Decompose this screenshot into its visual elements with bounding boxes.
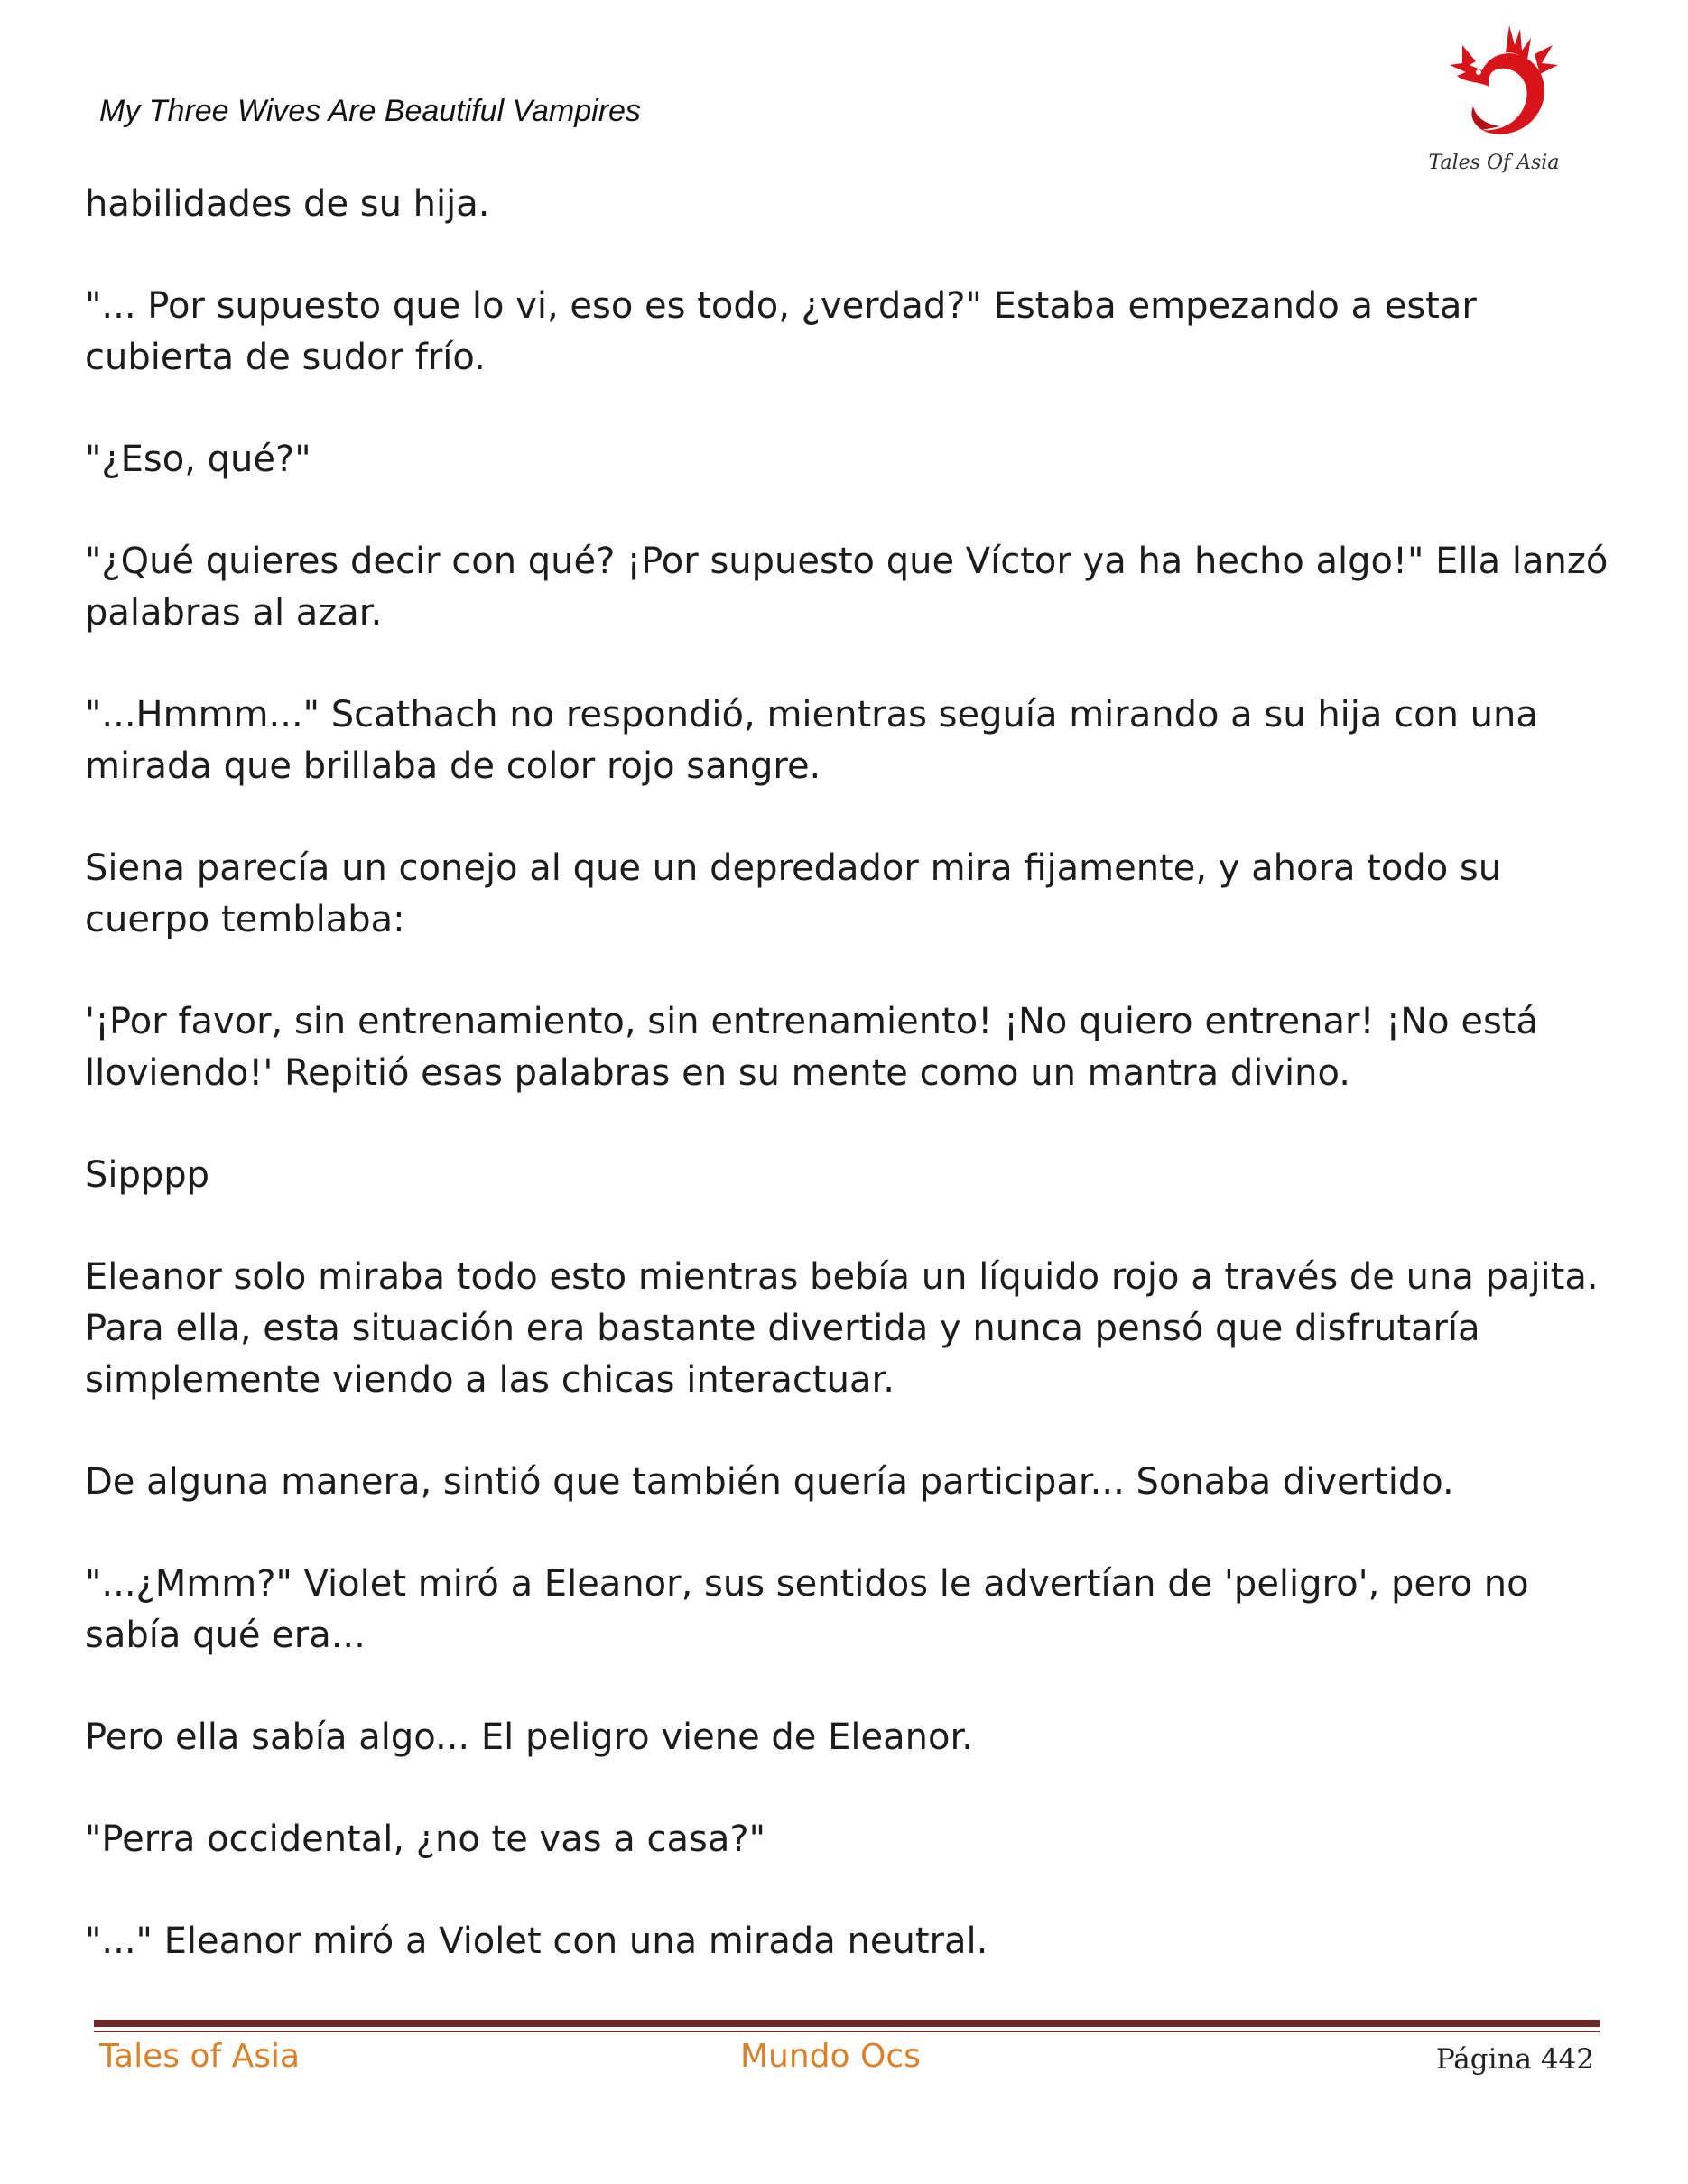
paragraph: "..." Eleanor miró a Violet con una mirada neutral. xyxy=(85,1920,988,1962)
paragraph: De alguna manera, sintió que también quería participar... Sonaba divertido. xyxy=(85,1461,1454,1503)
paragraph: "...Hmmm..." Scathach no respondió, mientras seguía mirando a su hija con una mirada que brillaba de color rojo sangre. xyxy=(85,694,1550,787)
paragraph: "¿Qué quieres decir con qué? ¡Por supuesto que Víctor ya ha hecho algo!" Ella lanzó palabras al azar. xyxy=(85,541,1620,634)
paragraph: Eleanor solo miraba todo esto mientras bebía un líquido rojo a través de una pajita. Para ella, esta situación era bastante divertida y nunca pensó que disfrutaría simplemente viendo a las chicas interactuar. xyxy=(85,1256,1610,1401)
footer-publisher: Tales of Asia xyxy=(99,2038,301,2075)
paragraph: Siena parecía un conejo al que un depredador mira fijamente, y ahora todo su cuerpo temblaba: xyxy=(85,847,1513,940)
paragraph: Sipppp xyxy=(85,1154,210,1196)
paragraph: '¡Por favor, sin entrenamiento, sin entrenamiento! ¡No quiero entrenar! ¡No está lloviendo!' Repitió esas palabras en su mente como un mantra divino. xyxy=(85,1001,1550,1094)
footer-rule-thin xyxy=(94,2031,1600,2032)
tales-of-asia-logo xyxy=(1426,18,1562,180)
chapter-body xyxy=(85,179,1619,2018)
page-number: Página 442 xyxy=(1435,2043,1594,2076)
paragraph: habilidades de su hija. xyxy=(85,183,490,225)
paragraph: "... Por supuesto que lo vi, eso es todo, ¿verdad?" Estaba empezando a estar cubierta de sudor frío. xyxy=(85,285,1489,378)
footer-rule xyxy=(94,2020,1600,2027)
footer-group: Mundo Ocs xyxy=(740,2038,921,2075)
paragraph: "...¿Mmm?" Violet miró a Eleanor, sus sentidos le advertían de 'peligro', pero no sabía qué era... xyxy=(85,1563,1541,1656)
logo-text: Tales Of Asia xyxy=(1428,152,1560,174)
paragraph: "Perra occidental, ¿no te vas a casa?" xyxy=(85,1818,766,1860)
red-dragon-icon xyxy=(1426,18,1562,153)
paragraph: Pero ella sabía algo... El peligro viene de Eleanor. xyxy=(85,1717,973,1758)
paragraph: "¿Eso, qué?" xyxy=(85,439,311,480)
book-title: My Three Wives Are Beautiful Vampires xyxy=(99,94,641,128)
